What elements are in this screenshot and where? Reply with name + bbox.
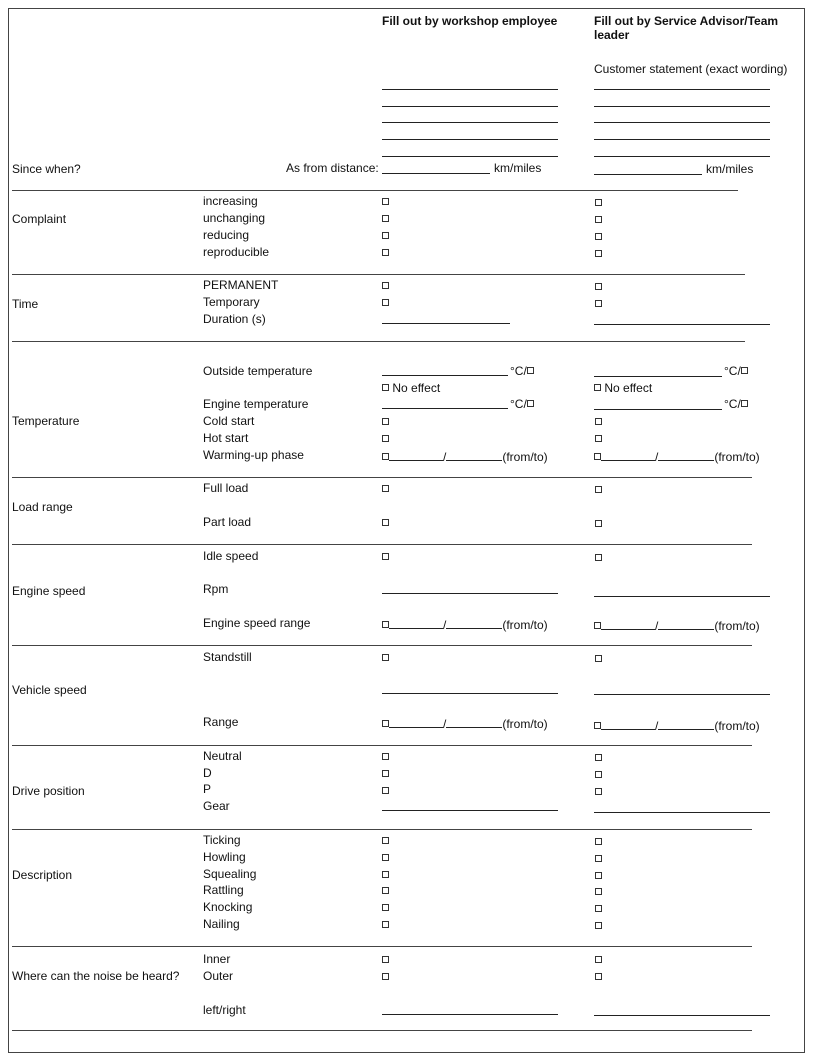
advisor-d-checkbox[interactable]	[595, 771, 602, 778]
full-load-label: Full load	[203, 481, 249, 495]
load-range-label: Load range	[12, 500, 73, 514]
advisor-outside-temp-field[interactable]	[594, 376, 722, 377]
advisor-idle-speed-checkbox[interactable]	[595, 554, 602, 561]
description-label: Description	[12, 868, 73, 882]
workshop-vehicle-speed-field[interactable]	[382, 693, 558, 694]
time-label: Time	[12, 297, 39, 311]
workshop-d-checkbox[interactable]	[382, 770, 389, 777]
workshop-idle-speed-checkbox[interactable]	[382, 553, 389, 560]
part-load-label: Part load	[203, 515, 252, 529]
description-option-squealing: Squealing	[203, 867, 257, 881]
advisor-ticking-checkbox[interactable]	[595, 838, 602, 845]
gear-label: Gear	[203, 799, 230, 813]
workshop-standstill-checkbox[interactable]	[382, 654, 389, 661]
advisor-vehicle-speed-field[interactable]	[594, 694, 770, 695]
advisor-left-right-field[interactable]	[594, 1015, 770, 1016]
workshop-permanent-checkbox[interactable]	[382, 282, 389, 289]
advisor-distance-unit: km/miles	[706, 162, 754, 176]
workshop-no-effect[interactable]: No effect	[382, 381, 440, 395]
advisor-inner-checkbox[interactable]	[595, 956, 602, 963]
advisor-distance-field[interactable]	[594, 174, 702, 175]
advisor-engine-speed-range[interactable]: / (from/to)	[594, 617, 760, 633]
workshop-column-header: Fill out by workshop employee	[382, 14, 558, 28]
advisor-outer-checkbox[interactable]	[595, 973, 602, 980]
advisor-engine-temp-field[interactable]	[594, 409, 722, 410]
advisor-neutral-checkbox[interactable]	[595, 754, 602, 761]
noise-location-label: Where can the noise be heard?	[12, 969, 180, 983]
separator	[12, 946, 752, 947]
advisor-howling-checkbox[interactable]	[595, 855, 602, 862]
advisor-warming-up-range[interactable]: / (from/to)	[594, 448, 760, 464]
temperature-label: Temperature	[12, 414, 80, 428]
advisor-column-header: Fill out by Service Advisor/Team	[594, 14, 779, 28]
workshop-engine-temp-field[interactable]	[382, 408, 508, 409]
as-from-distance-label: As from distance:	[286, 161, 379, 175]
workshop-duration-field[interactable]	[382, 323, 510, 324]
standstill-label: Standstill	[203, 650, 252, 664]
workshop-inner-checkbox[interactable]	[382, 956, 389, 963]
separator	[12, 829, 752, 830]
workshop-engine-temp-unit: °C/	[510, 397, 534, 411]
time-duration-label: Duration (s)	[203, 312, 266, 326]
description-option-howling: Howling	[203, 850, 246, 864]
separator	[12, 544, 752, 545]
inner-label: Inner	[203, 952, 231, 966]
advisor-p-checkbox[interactable]	[595, 788, 602, 795]
neutral-label: Neutral	[203, 749, 242, 763]
workshop-part-load-checkbox[interactable]	[382, 519, 389, 526]
workshop-outside-temp-unit: °C/	[510, 364, 534, 378]
customer-statement-line-2[interactable]	[594, 106, 770, 107]
rpm-label: Rpm	[203, 582, 229, 596]
complaint-label: Complaint	[12, 212, 67, 226]
advisor-standstill-checkbox[interactable]	[595, 655, 602, 662]
outside-temperature-label: Outside temperature	[203, 364, 313, 378]
advisor-outside-temp-unit: °C/	[724, 364, 748, 378]
separator	[12, 1030, 752, 1031]
workshop-reproducible-checkbox[interactable]	[382, 249, 389, 256]
customer-statement-line-1[interactable]	[594, 89, 770, 90]
workshop-distance-unit: km/miles	[494, 161, 542, 175]
workshop-line-3[interactable]	[382, 122, 558, 123]
advisor-vehicle-range[interactable]: / (from/to)	[594, 717, 760, 733]
drive-d-label: D	[203, 766, 212, 780]
separator	[12, 341, 745, 342]
cold-start-label: Cold start	[203, 414, 255, 428]
advisor-reproducible-checkbox[interactable]	[595, 250, 602, 257]
vehicle-range-label: Range	[203, 715, 239, 729]
workshop-warming-up-range[interactable]: / (from/to)	[382, 448, 548, 464]
workshop-rpm-field[interactable]	[382, 593, 558, 594]
left-right-label: left/right	[203, 1003, 246, 1017]
advisor-permanent-checkbox[interactable]	[595, 283, 602, 290]
advisor-increasing-checkbox[interactable]	[595, 199, 602, 206]
workshop-distance-field[interactable]	[382, 173, 490, 174]
workshop-outside-temp-field[interactable]	[382, 375, 508, 376]
engine-temperature-label: Engine temperature	[203, 397, 309, 411]
workshop-neutral-checkbox[interactable]	[382, 753, 389, 760]
time-permanent-label: PERMANENT	[203, 278, 279, 292]
advisor-nailing-checkbox[interactable]	[595, 922, 602, 929]
advisor-hot-start-checkbox[interactable]	[595, 435, 602, 442]
separator	[12, 645, 752, 646]
workshop-outer-checkbox[interactable]	[382, 973, 389, 980]
advisor-no-effect-checkbox[interactable]	[594, 384, 601, 391]
workshop-vehicle-range[interactable]: / (from/to)	[382, 715, 548, 731]
workshop-no-effect-checkbox[interactable]	[382, 384, 389, 391]
description-option-nailing: Nailing	[203, 917, 240, 931]
hot-start-label: Hot start	[203, 431, 249, 445]
description-option-knocking: Knocking	[203, 900, 253, 914]
workshop-howling-checkbox[interactable]	[382, 854, 389, 861]
advisor-rattling-checkbox[interactable]	[595, 888, 602, 895]
workshop-temporary-checkbox[interactable]	[382, 299, 389, 306]
advisor-knocking-checkbox[interactable]	[595, 905, 602, 912]
workshop-increasing-checkbox[interactable]	[382, 198, 389, 205]
customer-statement-line-3[interactable]	[594, 122, 770, 123]
advisor-column-header-cont: leader	[594, 28, 630, 42]
advisor-squealing-checkbox[interactable]	[595, 872, 602, 879]
workshop-unchanging-checkbox[interactable]	[382, 215, 389, 222]
advisor-reducing-checkbox[interactable]	[595, 233, 602, 240]
advisor-gear-field[interactable]	[594, 812, 770, 813]
customer-statement-label: Customer statement (exact wording)	[594, 62, 788, 76]
advisor-no-effect[interactable]: No effect	[594, 381, 652, 395]
workshop-knocking-checkbox[interactable]	[382, 904, 389, 911]
workshop-line-5[interactable]	[382, 156, 558, 157]
workshop-gear-field[interactable]	[382, 810, 558, 811]
separator	[12, 274, 745, 275]
engine-speed-range-label: Engine speed range	[203, 616, 311, 630]
form-sheet	[8, 8, 805, 1053]
workshop-ticking-checkbox[interactable]	[382, 837, 389, 844]
outer-label: Outer	[203, 969, 234, 983]
workshop-left-right-field[interactable]	[382, 1014, 558, 1015]
description-option-ticking: Ticking	[203, 833, 241, 847]
since-when-label: Since when?	[12, 162, 81, 176]
complaint-option-increasing: increasing	[203, 194, 258, 208]
workshop-line-4[interactable]	[382, 139, 558, 140]
complaint-option-reproducible: reproducible	[203, 245, 270, 259]
workshop-nailing-checkbox[interactable]	[382, 921, 389, 928]
advisor-part-load-checkbox[interactable]	[595, 520, 602, 527]
workshop-engine-speed-range[interactable]: / (from/to)	[382, 616, 548, 632]
workshop-hot-start-checkbox[interactable]	[382, 435, 389, 442]
complaint-option-reducing: reducing	[203, 228, 250, 242]
customer-statement-line-4[interactable]	[594, 139, 770, 140]
description-option-rattling: Rattling	[203, 883, 244, 897]
workshop-p-checkbox[interactable]	[382, 787, 389, 794]
advisor-rpm-field[interactable]	[594, 596, 770, 597]
customer-statement-line-5[interactable]	[594, 156, 770, 157]
advisor-cold-start-checkbox[interactable]	[595, 418, 602, 425]
workshop-squealing-checkbox[interactable]	[382, 871, 389, 878]
workshop-cold-start-checkbox[interactable]	[382, 418, 389, 425]
advisor-engine-temp-unit: °C/	[724, 397, 748, 411]
time-temporary-label: Temporary	[203, 295, 260, 309]
separator	[12, 190, 738, 191]
warming-up-label: Warming-up phase	[203, 448, 304, 462]
separator	[12, 745, 752, 746]
complaint-option-unchanging: unchanging	[203, 211, 266, 225]
advisor-full-load-checkbox[interactable]	[595, 486, 602, 493]
workshop-full-load-checkbox[interactable]	[382, 485, 389, 492]
workshop-rattling-checkbox[interactable]	[382, 887, 389, 894]
drive-p-label: P	[203, 782, 212, 796]
workshop-line-2[interactable]	[382, 106, 558, 107]
workshop-reducing-checkbox[interactable]	[382, 232, 389, 239]
idle-speed-label: Idle speed	[203, 549, 259, 563]
drive-position-label: Drive position	[12, 784, 85, 798]
advisor-temporary-checkbox[interactable]	[595, 300, 602, 307]
engine-speed-label: Engine speed	[12, 584, 86, 598]
advisor-duration-field[interactable]	[594, 324, 770, 325]
workshop-line-1[interactable]	[382, 89, 558, 90]
separator	[12, 477, 752, 478]
advisor-unchanging-checkbox[interactable]	[595, 216, 602, 223]
vehicle-speed-label: Vehicle speed	[12, 683, 87, 697]
